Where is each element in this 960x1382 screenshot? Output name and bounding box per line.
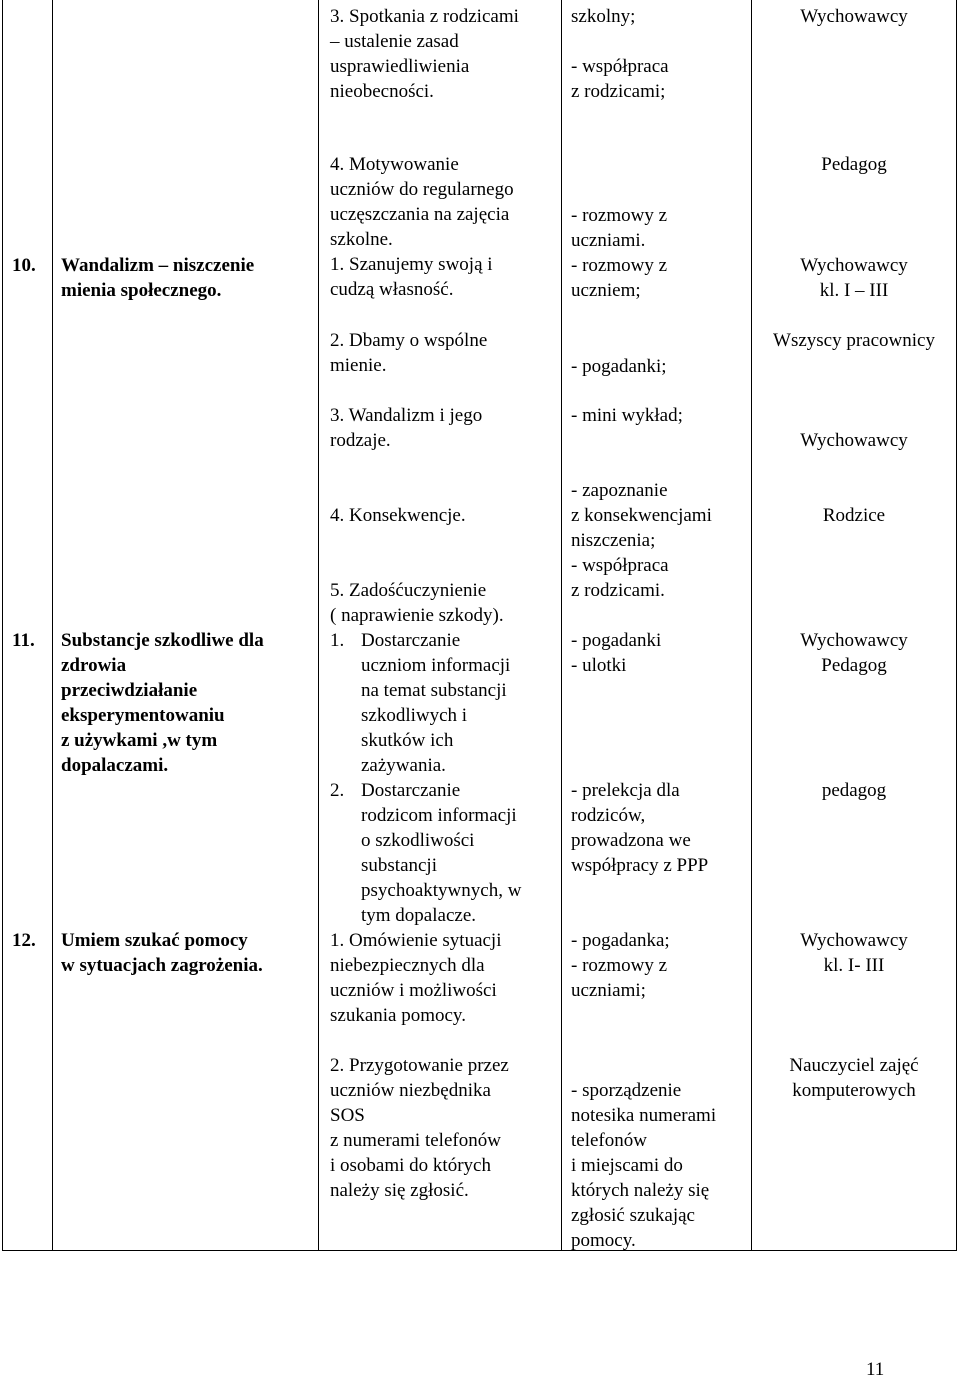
row10-forms-a: - rozmowy z uczniami. - rozmowy z uczniem; (571, 205, 668, 301)
row11-number: 11. (12, 630, 35, 651)
row12-forms-b: - sporządzenie notesika numerami telefonów i miejscami do których należy się zgłosić szukając pomocy. (571, 1080, 717, 1251)
row12-number: 12. (12, 930, 36, 951)
row10-responsible-a: Pedagog (821, 154, 887, 175)
row9-forms: szkolny; - współpraca z rodzicami; (571, 6, 669, 102)
table-col-divider-3 (561, 0, 562, 1251)
row10-number: 10. (12, 255, 36, 276)
row10-forms-b: - pogadanki; (571, 356, 667, 377)
row10-methods-c: 3. Wandalizm i jego rodzaje. (330, 405, 483, 451)
row10-methods-e: 5. Zadośćuczynienie ( naprawienie szkody). (330, 580, 504, 626)
row11-method-1-text: Dostarczanie uczniom informacji na temat substancji szkodliwych i skutków ich zażywania. (361, 630, 511, 776)
table-col-divider-2 (318, 0, 319, 1251)
row10-methods-d: 4. Konsekwencje. (330, 505, 466, 526)
row10-responsible-e: Rodzice (822, 505, 886, 526)
row12-topic: Umiem szukać pomocy w sytuacjach zagrożenia. (61, 930, 263, 976)
row12-responsible-b: Nauczyciel zajęć komputerowych (789, 1055, 919, 1101)
row10-responsible-d: Wychowawcy (800, 430, 908, 451)
row12-forms-a: - pogadanka; - rozmowy z uczniami; (571, 930, 670, 1001)
row10-methods-b: 2. Dbamy o wspólne mienie. (330, 330, 488, 376)
table-border-right (956, 0, 957, 1251)
row10-topic: Wandalizm – niszczenie mienia społecznego. (61, 255, 255, 301)
row12-responsible-a: Wychowawcy kl. I- III (800, 930, 908, 976)
row11-method-2-number: 2. (330, 780, 345, 801)
row10-methods-a: 4. Motywowanie uczniów do regularnego uczęszczania na zajęcia szkolne. 1. Szanujemy swoją i cudzą własność. (330, 154, 514, 300)
row11-responsible-a: Wychowawcy Pedagog (800, 630, 908, 676)
row11-forms-a: - pogadanki - ulotki (571, 630, 662, 676)
table-col-divider-1 (52, 0, 53, 1251)
page-number: 11 (866, 1359, 885, 1380)
table-border-bottom (2, 1250, 957, 1251)
row9-responsible: Wychowawcy (800, 6, 908, 27)
row12-methods-b: 2. Przygotowanie przez uczniów niezbędnika SOS z numerami telefonów i osobami do których należy się zgłosić. (330, 1055, 509, 1201)
row9-methods: 3. Spotkania z rodzicami – ustalenie zasad usprawiedliwienia nieobecności. (330, 6, 519, 102)
row11-method-2-text: Dostarczanie rodzicom informacji o szkodliwości substancji psychoaktywnych, w tym dopalacze. (361, 780, 522, 926)
row11-topic: Substancje szkodliwe dla zdrowia przeciwdziałanie eksperymentowaniu z używkami ,w tym dopalaczami. (61, 630, 264, 776)
row11-forms-b: - prelekcja dla rodziców, prowadzona we współpracy z PPP (571, 780, 709, 876)
row11-responsible-b: pedagog (821, 780, 887, 801)
table-border-left (2, 0, 3, 1251)
row11-method-1-number: 1. (330, 630, 345, 651)
row10-forms-d: - zapoznanie z konsekwencjami niszczenia; - współpraca z rodzicami. (571, 480, 712, 601)
row12-methods-a: 1. Omówienie sytuacji niebezpiecznych dla uczniów i możliwości szukania pomocy. (330, 930, 502, 1026)
row10-responsible-c: Wszyscy pracownicy (773, 330, 935, 351)
row10-responsible-b: Wychowawcy kl. I – III (800, 255, 908, 301)
row10-forms-c: - mini wykład; (571, 405, 683, 426)
